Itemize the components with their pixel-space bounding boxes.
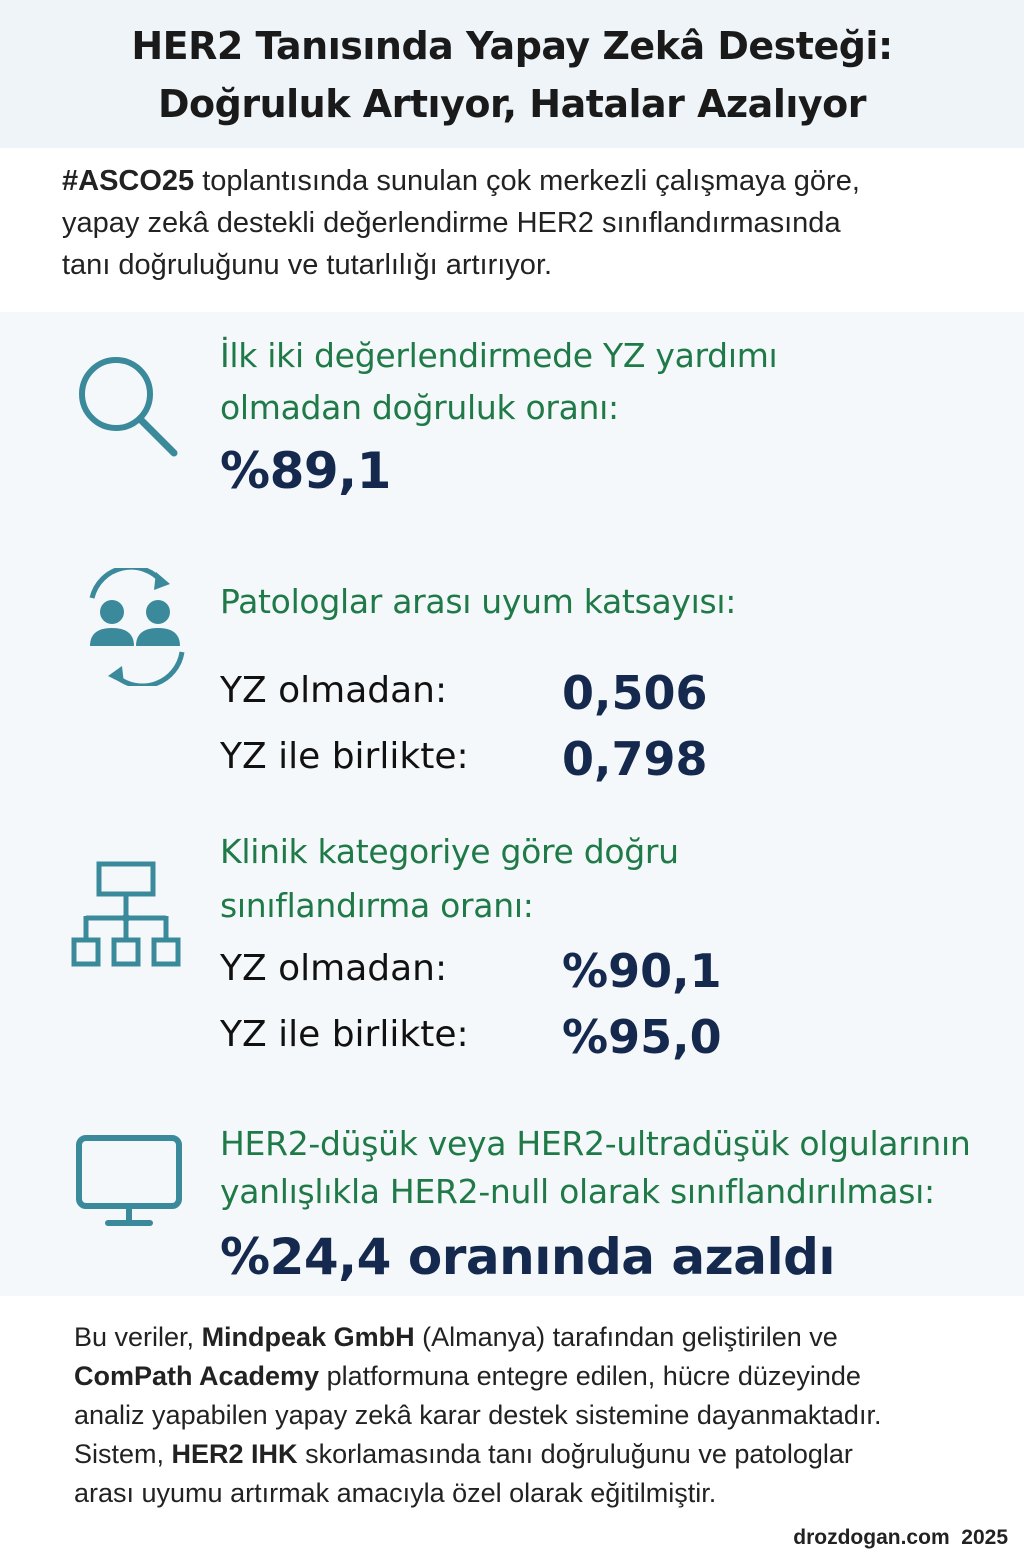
- footer-text-2: (Almanya) tarafından geliştirilen ve: [414, 1322, 838, 1352]
- page-title-line-1: HER2 Tanısında Yapay Zekâ Desteği:: [131, 24, 893, 68]
- agreement-without-label: YZ olmadan:: [220, 670, 448, 711]
- footer-company: Mindpeak GmbH: [201, 1322, 415, 1352]
- footer-scoring: HER2 IHK: [171, 1439, 298, 1469]
- classification-without-label: YZ olmadan:: [220, 948, 448, 989]
- intro-paragraph: [62, 160, 992, 286]
- intro-text-1: toplantısında sunulan çok merkezli çalışmaya göre,: [194, 165, 860, 197]
- intro-text-3: tanı doğruluğunu ve tutarlılığı artırıyor.: [62, 249, 553, 281]
- monitor-icon: [74, 1134, 184, 1230]
- classification-with-value: %95,0: [562, 1010, 722, 1064]
- agreement-with-value: 0,798: [562, 732, 708, 786]
- header-banner: [0, 0, 1024, 148]
- agreement-title: Patologlar arası uyum katsayısı:: [220, 582, 737, 621]
- footer-text-4: analiz yapabilen yapay zekâ karar destek sistemine dayanmaktadır.: [74, 1400, 882, 1430]
- people-cycle-icon: [82, 568, 190, 686]
- agreement-without-value: 0,506: [562, 666, 708, 720]
- footer-text-3: platformuna entegre edilen, hücre düzeyinde: [319, 1361, 861, 1391]
- classification-with-label: YZ ile birlikte:: [220, 1014, 469, 1055]
- misclassification-title-line-1: HER2-düşük veya HER2-ultradüşük olgularının: [220, 1124, 971, 1163]
- intro-hashtag: #ASCO25: [62, 165, 195, 197]
- misclassification-title-line-2: yanlışlıkla HER2-null olarak sınıflandırılması:: [220, 1172, 935, 1211]
- accuracy-title-line-2: olmadan doğruluk oranı:: [220, 388, 619, 427]
- footer-platform: ComPath Academy: [74, 1361, 320, 1391]
- classification-title-line-2: sınıflandırma oranı:: [220, 886, 534, 925]
- footer-paragraph: [74, 1318, 974, 1513]
- intro-text-2: yapay zekâ destekli değerlendirme HER2 sınıflandırmasında: [62, 207, 841, 239]
- credit-text: drozdogan.com 2025: [793, 1526, 1008, 1549]
- misclassification-value: %24,4 oranında azaldı: [220, 1228, 836, 1286]
- accuracy-value: %89,1: [220, 442, 391, 500]
- page-title-line-2: Doğruluk Artıyor, Hatalar Azalıyor: [158, 82, 866, 126]
- footer-text-7: arası uyumu artırmak amacıyla özel olarak eğitilmiştir.: [74, 1478, 717, 1508]
- agreement-with-label: YZ ile birlikte:: [220, 736, 469, 777]
- classification-title-line-1: Klinik kategoriye göre doğru: [220, 832, 679, 871]
- classification-without-value: %90,1: [562, 944, 722, 998]
- hierarchy-icon: [70, 860, 182, 970]
- accuracy-title-line-1: İlk iki değerlendirmede YZ yardımı: [220, 336, 778, 375]
- magnifier-icon: [72, 352, 182, 462]
- footer-text-5: Sistem,: [74, 1439, 172, 1469]
- footer-text-6: skorlamasında tanı doğruluğunu ve patologlar: [297, 1439, 853, 1469]
- footer-text-1: Bu veriler,: [74, 1322, 202, 1352]
